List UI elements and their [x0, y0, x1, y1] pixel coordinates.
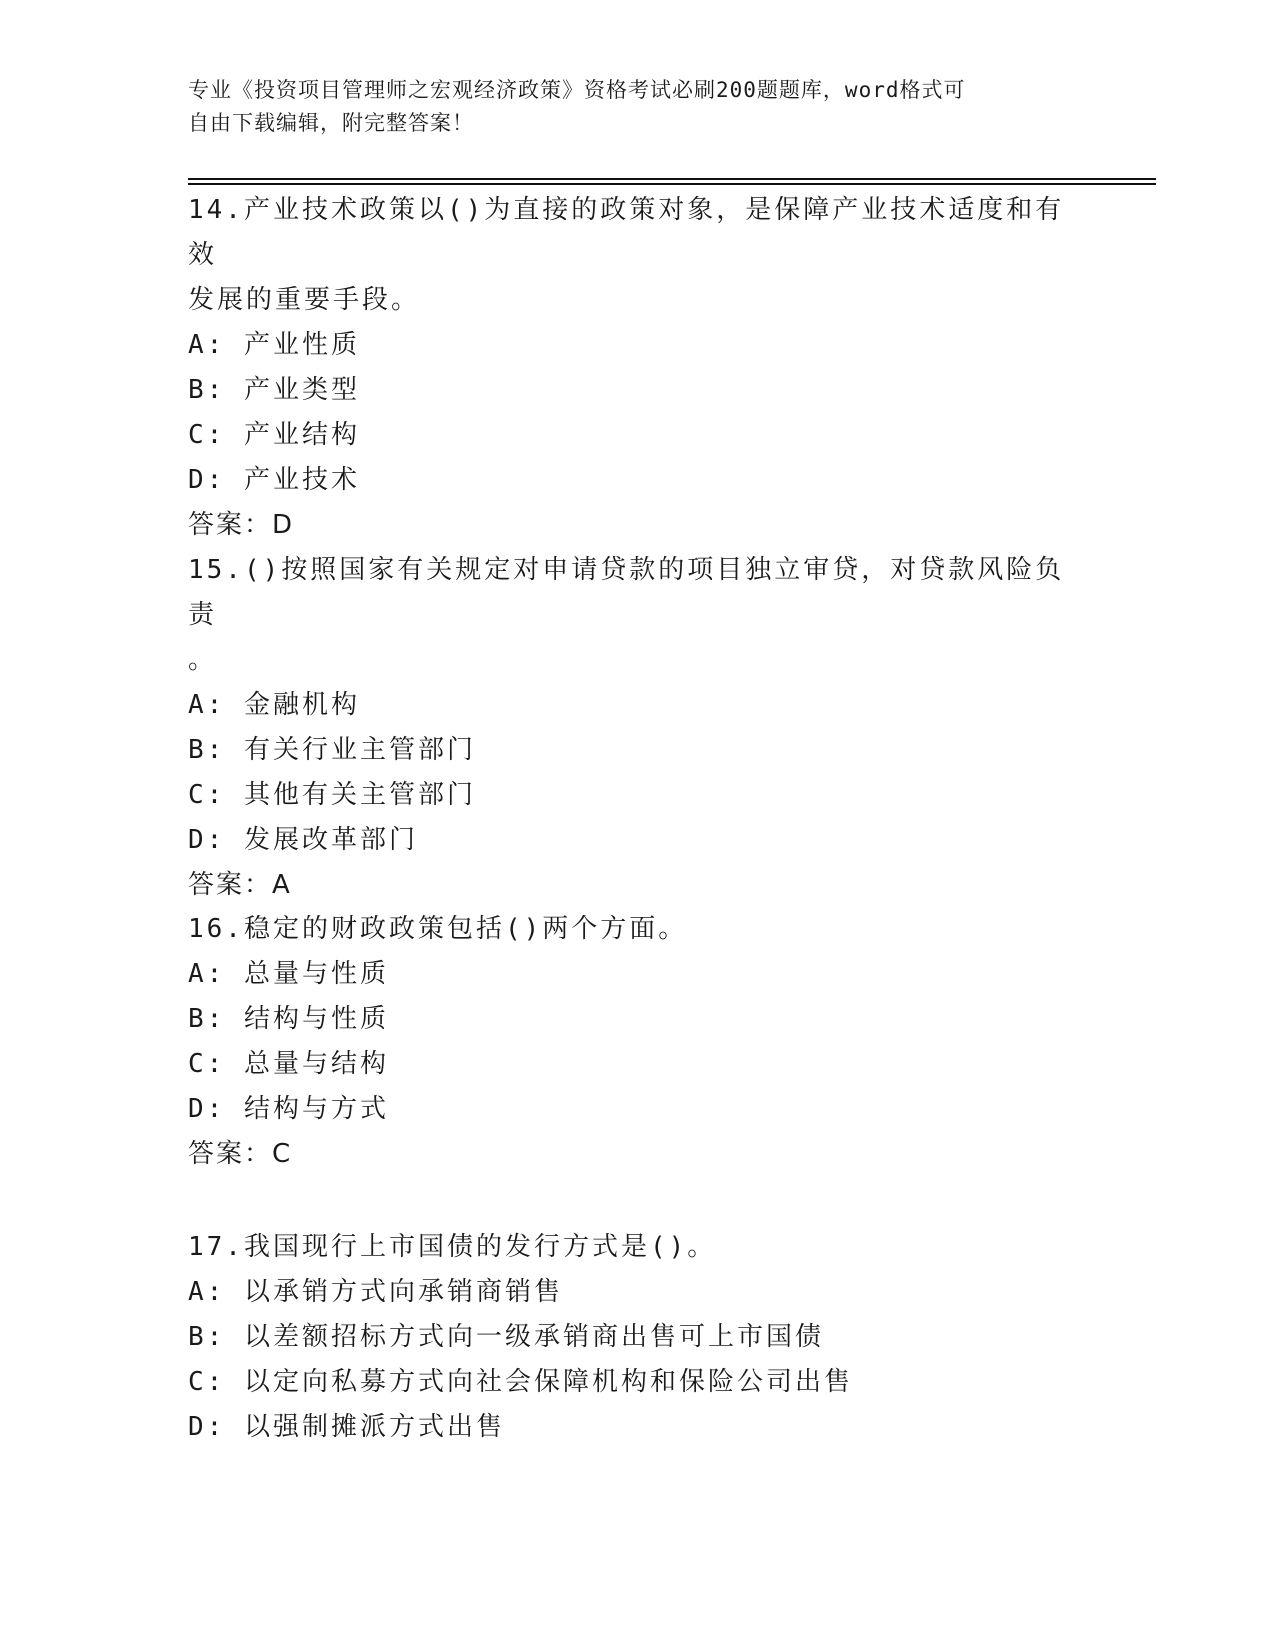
question-15 — [188, 548, 1088, 908]
option-b: B: 以差额招标方式向一级承销商出售可上市国债 — [188, 1322, 824, 1352]
option-a: A: 以承销方式向承销商销售 — [188, 1277, 563, 1307]
header-divider-bottom — [188, 183, 1156, 185]
header-line-1: 专业《投资项目管理师之宏观经济政策》资格考试必刷200题题库，word格式可 — [188, 78, 966, 102]
question-stem-line-1: 16.稳定的财政政策包括()两个方面。 — [188, 914, 688, 944]
option-a: A: 产业性质 — [188, 330, 360, 360]
question-16 — [188, 907, 1088, 1177]
option-c: C: 总量与结构 — [188, 1049, 389, 1079]
answer: 答案：A — [188, 870, 292, 900]
answer: 答案：D — [188, 510, 295, 540]
document-header — [188, 74, 1068, 140]
question-stem-line-1: 15.()按照国家有关规定对申请贷款的项目独立审贷，对贷款风险负责 — [188, 555, 1065, 630]
option-c: C: 以定向私募方式向社会保障机构和保险公司出售 — [188, 1367, 853, 1397]
option-c: C: 产业结构 — [188, 420, 360, 450]
option-a: A: 金融机构 — [188, 690, 360, 720]
option-a: A: 总量与性质 — [188, 959, 389, 989]
option-b: B: 有关行业主管部门 — [188, 735, 476, 765]
option-b: B: 产业类型 — [188, 375, 360, 405]
header-line-2: 自由下载编辑，附完整答案！ — [188, 111, 474, 135]
question-stem-line-1: 14.产业技术政策以()为直接的政策对象，是保障产业技术适度和有效 — [188, 195, 1065, 270]
answer: 答案：C — [188, 1139, 293, 1169]
question-stem-line-2: 发展的重要手段。 — [188, 285, 421, 315]
option-c: C: 其他有关主管部门 — [188, 780, 476, 810]
header-divider-top — [188, 178, 1156, 180]
question-14 — [188, 188, 1088, 548]
option-d: D: 结构与方式 — [188, 1094, 389, 1124]
question-stem-line-2: 。 — [188, 645, 218, 675]
option-b: B: 结构与性质 — [188, 1004, 389, 1034]
question-stem-line-1: 17.我国现行上市国债的发行方式是()。 — [188, 1232, 717, 1262]
question-17 — [188, 1225, 1088, 1450]
option-d: D: 以强制摊派方式出售 — [188, 1412, 505, 1442]
option-d: D: 发展改革部门 — [188, 825, 418, 855]
option-d: D: 产业技术 — [188, 465, 360, 495]
